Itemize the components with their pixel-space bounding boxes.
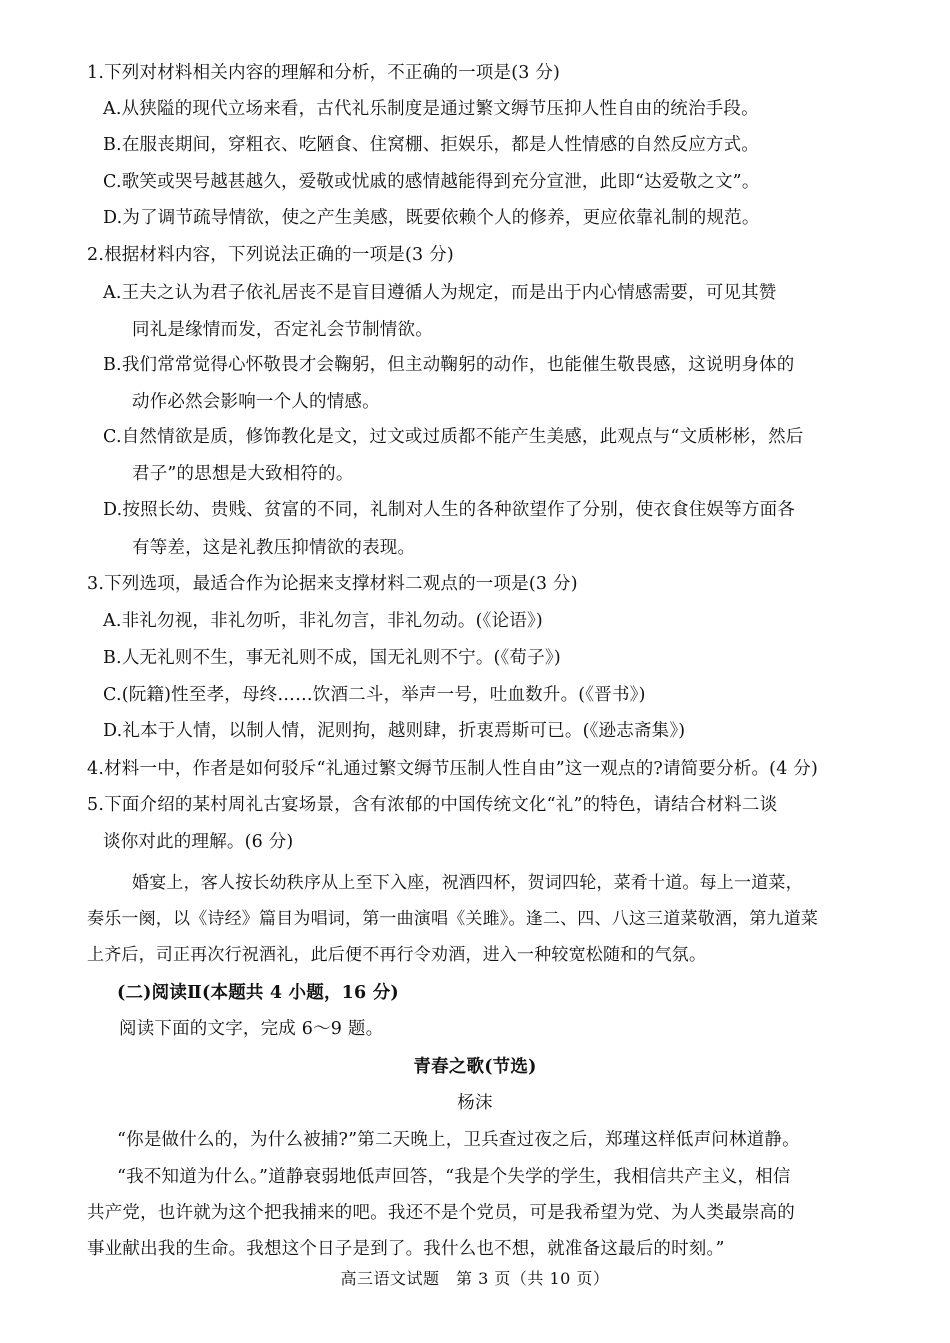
- q4-stem: 4.材料一中，作者是如何驳斥“礼通过繁文缛节压制人性自由”这一观点的?请简要分析。(4 分): [87, 759, 819, 779]
- q3-stem: 3.下列选项，最适合作为论据来支撑材料二观点的一项是(3 分): [87, 574, 578, 594]
- q2-option-b-line2: 动作必然会影响一个人的情感。: [132, 392, 380, 412]
- q1-stem: 1.下列对材料相关内容的理解和分析，不正确的一项是(3 分): [87, 63, 561, 83]
- article-line4: 事业献出我的生命。我想这个日子是到了。我什么也不想，就准备这最后的时刻。”: [87, 1239, 725, 1259]
- q5-scene-line3: 上齐后，司正再次行祝酒礼，此后便不再行令劝酒，进入一种较宽松随和的气氛。: [87, 945, 707, 965]
- q2-option-a-line1: A.王夫之认为君子依礼居丧不是盲目遵循人为规定，而是出于内心情感需要，可见其赞: [103, 283, 777, 303]
- page-footer: 高三语文试题 第 3 页（共 10 页）: [340, 1269, 610, 1288]
- article-title: 青春之歌(节选): [413, 1057, 537, 1077]
- article-line1: “你是做什么的，为什么被捕?”第二天晚上，卫兵查过夜之后，郑瑾这样低声问林道静。: [117, 1130, 800, 1150]
- q2-option-d-line1: D.按照长幼、贵贱、贫富的不同，礼制对人生的各种欲望作了分别，使衣食住娱等方面各: [103, 500, 795, 520]
- q5-stem-line1: 5.下面介绍的某村周礼古宴场景，含有浓郁的中国传统文化“礼”的特色，请结合材料二谈: [87, 795, 778, 815]
- q1-option-d: D.为了调节疏导情欲，使之产生美感，既要依赖个人的修养，更应依靠礼制的规范。: [103, 208, 760, 228]
- q1-option-c: C.歌笑或哭号越甚越久，爱敬或忧戚的感情越能得到充分宣泄，此即“达爱敬之文”。: [103, 172, 760, 192]
- q1-option-a: A.从狭隘的现代立场来看，古代礼乐制度是通过繁文缛节压抑人性自由的统治手段。: [103, 99, 759, 119]
- q2-option-b-line1: B.我们常常觉得心怀敬畏才会鞠躬，但主动鞠躬的动作，也能催生敬畏感，这说明身体的: [103, 355, 795, 375]
- q5-scene-line1: 婚宴上，客人按长幼秩序从上至下入座，祝酒四杯，贺词四轮，菜肴十道。每上一道菜，: [132, 873, 803, 893]
- q2-option-c-line2: 君子”的思想是大致相符的。: [132, 464, 354, 484]
- article-line2: “我不知道为什么。”道静衰弱地低声回答，“我是个失学的学生，我相信共产主义，相信: [117, 1167, 791, 1187]
- section-2-instruction: 阅读下面的文字，完成 6～9 题。: [119, 1019, 384, 1039]
- q2-option-c-line1: C.自然情欲是质，修饰教化是文，过文或过质都不能产生美感，此观点与“文质彬彬，然后: [103, 427, 804, 447]
- q3-option-c: C.(阮籍)性至孝，母终……饮酒二斗，举声一号，吐血数升。(《晋书》): [103, 685, 646, 705]
- q5-stem-line2: 谈你对此的理解。(6 分): [103, 832, 294, 852]
- q2-stem: 2.根据材料内容，下列说法正确的一项是(3 分): [87, 245, 454, 265]
- article-line3: 共产党，也许就为这个把我捕来的吧。我还不是个党员，可是我希望为党、为人类最崇高的: [87, 1203, 795, 1223]
- section-2-title: (二)阅读Ⅱ(本题共 4 小题，16 分): [117, 983, 399, 1003]
- q5-scene-line2: 奏乐一阕，以《诗经》篇目为唱词，第一曲演唱《关雎》。逢二、四、八这三道菜敬酒，第九道菜: [87, 909, 819, 929]
- q3-option-d: D.礼本于人情，以制人情，泥则拘，越则肆，折衷焉斯可已。(《逊志斋集》): [103, 721, 686, 741]
- q2-option-d-line2: 有等差，这是礼教压抑情欲的表现。: [132, 538, 416, 558]
- article-author: 杨沫: [457, 1093, 493, 1113]
- q3-option-a: A.非礼勿视，非礼勿听，非礼勿言，非礼勿动。(《论语》): [103, 611, 543, 631]
- q2-option-a-line2: 同礼是缘情而发，否定礼会节制情欲。: [132, 320, 433, 340]
- q1-option-b: B.在服丧期间，穿粗衣、吃陋食、住窝棚、拒娱乐，都是人性情感的自然反应方式。: [103, 135, 760, 155]
- q3-option-b: B.人无礼则不生，事无礼则不成，国无礼则不宁。(《荀子》): [103, 648, 561, 668]
